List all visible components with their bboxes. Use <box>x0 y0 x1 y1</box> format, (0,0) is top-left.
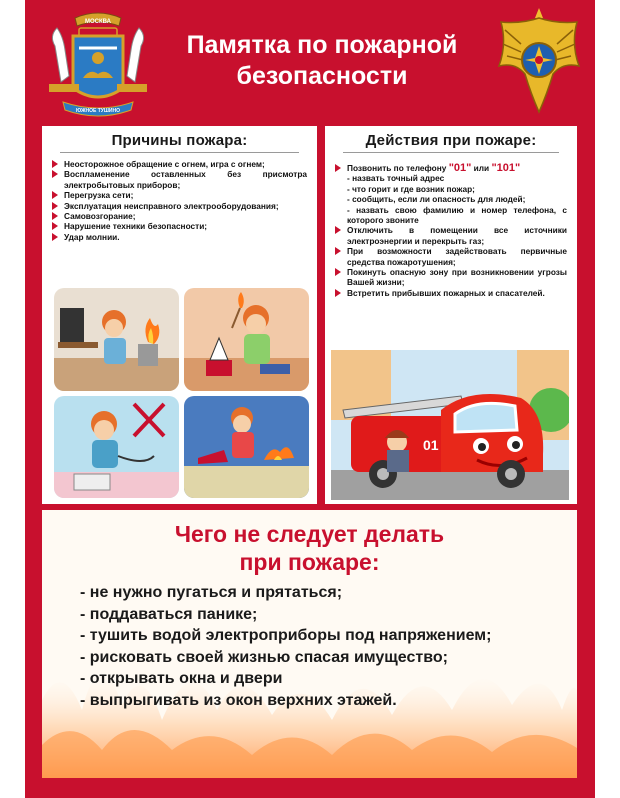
list-item: При возможности задействовать первичные средства пожаротушения; <box>335 246 567 267</box>
actions-list <box>325 163 577 298</box>
list-item: Нарушение техники безопасности; <box>52 221 307 231</box>
list-item: - тушить водой электроприборы под напряжением; <box>80 627 492 645</box>
fire-truck-icon <box>331 350 569 500</box>
heading-divider <box>343 152 559 153</box>
causes-illustrations <box>54 288 309 498</box>
donts-heading-line-2: при пожаре: <box>239 549 380 575</box>
district-coat-of-arms-icon <box>35 6 161 124</box>
list-item: - рисковать своей жизнью спасая имущество; <box>80 648 448 666</box>
list-sub-item: - сообщить, если ли опасность для людей; <box>347 194 526 205</box>
list-item: Отключить в помещении все источники электроэнергии и перекрыть газ; <box>335 225 567 246</box>
list-item: - поддаваться панике; <box>80 605 258 623</box>
truck-number: 01 <box>423 437 439 453</box>
list-sub-item: - назвать свою фамилию и номер телефона, с которого звоните <box>347 204 567 226</box>
list-item: Самовозгорание; <box>52 211 307 221</box>
emblem-ribbon-top: МОСКВА <box>84 19 112 25</box>
list-sub-item: - назвать точный адрес <box>347 173 445 184</box>
call-or: или <box>471 163 492 173</box>
list-item: - выпрыгивать из окон верхних этажей. <box>80 691 397 709</box>
poster <box>25 0 595 798</box>
actions-heading: Действия при пожаре: <box>365 132 537 149</box>
phone-number-101: "101" <box>491 162 521 174</box>
donts-section <box>42 510 577 778</box>
heading-divider <box>60 152 299 153</box>
boy-with-heater-icon <box>54 288 179 391</box>
causes-heading: Причины пожара: <box>111 132 248 149</box>
list-item: Эксплуатация неисправного электрооборудования; <box>52 201 307 211</box>
actions-panel <box>325 126 577 504</box>
causes-panel <box>42 126 317 504</box>
boy-at-socket-icon <box>54 396 179 498</box>
list-item: - не нужно пугаться и прятаться; <box>80 584 343 601</box>
list-item: Покинуть опасную зону при возникновении угрозы Вашей жизни; <box>335 267 567 288</box>
donts-heading <box>42 520 577 576</box>
causes-list <box>42 159 317 242</box>
donts-heading-line-1: Чего не следует делать <box>174 521 445 547</box>
donts-list <box>80 582 570 712</box>
list-item-call <box>335 163 567 173</box>
emblem-ribbon-bottom: ЮЖНОЕ ТУШИНО <box>75 108 121 114</box>
phone-number-01: "01" <box>448 162 472 174</box>
list-sub-item: - что горит и где возник пожар; <box>347 183 475 194</box>
call-prefix: Позвонить по телефону <box>347 163 449 173</box>
list-item: Удар молнии. <box>52 232 307 242</box>
poster-title <box>159 30 485 92</box>
list-item: - открывать окна и двери <box>80 670 283 688</box>
title-line-1: Памятка по пожарной <box>186 31 458 59</box>
list-item: Перегрузка сети; <box>52 190 307 200</box>
boy-with-matches-icon <box>184 288 309 391</box>
emercom-emblem-icon <box>491 4 587 124</box>
list-item: Встретить прибывших пожарных и спасателей. <box>335 288 567 298</box>
title-line-2: безопасности <box>236 62 408 90</box>
list-item: Неосторожное обращение с огнем, игра с огнем; <box>52 159 307 169</box>
list-item: Воспламенение оставленных без присмотра электробытовых приборов; <box>52 169 307 190</box>
boy-with-iron-icon <box>184 396 309 498</box>
